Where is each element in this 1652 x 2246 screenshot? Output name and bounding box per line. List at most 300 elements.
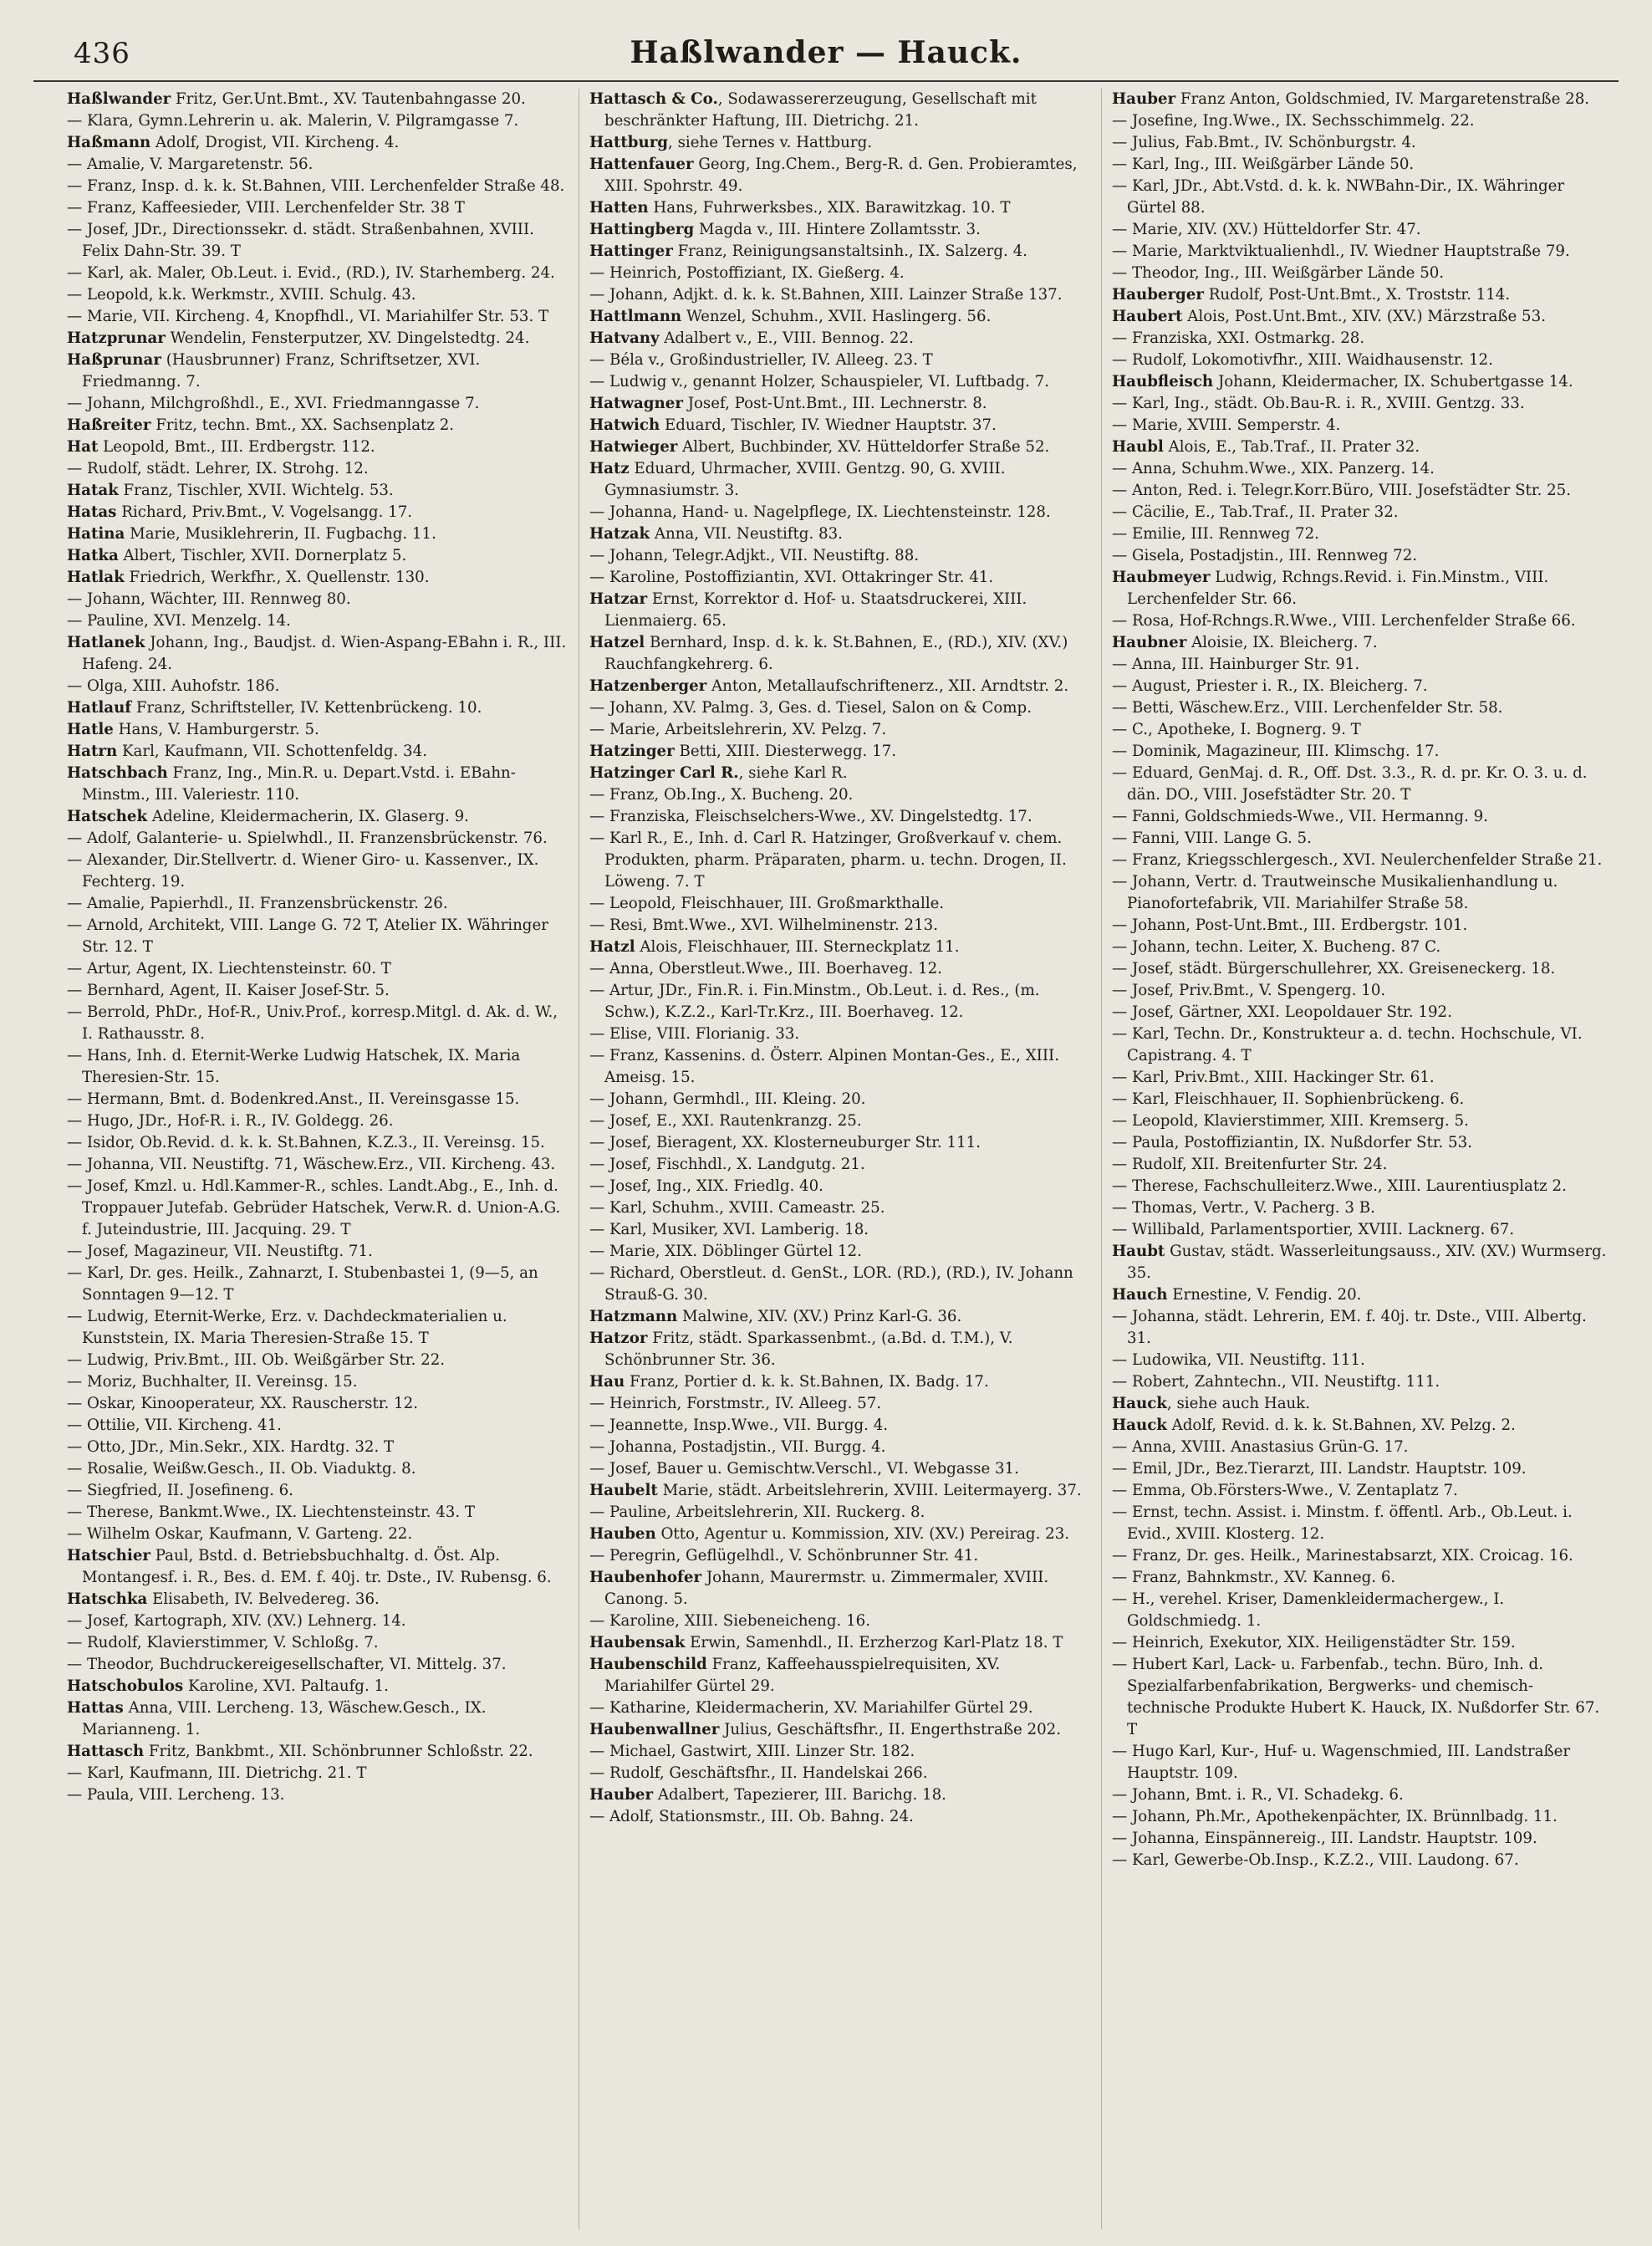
entry-text: — Paula, VIII. Lercheng. 13. xyxy=(67,1786,285,1804)
directory-entry xyxy=(67,763,567,806)
entry-text: — Amalie, V. Margaretenstr. 56. xyxy=(67,156,314,173)
entry-text: — Franz, Ob.Ing., X. Bucheng. 20. xyxy=(589,786,854,804)
entry-text: Adolf, Revid. d. k. k. St.Bahnen, XV. Pelzg. 2. xyxy=(1166,1417,1516,1434)
entry-text: — Rudolf, städt. Lehrer, IX. Strohg. 12. xyxy=(67,460,369,477)
entry-text: Richard, Priv.Bmt., V. Vogelsangg. 17. xyxy=(116,503,413,521)
directory-entry xyxy=(1112,1350,1612,1371)
entry-text: — Berrold, PhDr., Hof-R., Univ.Prof., korresp.Mitgl. d. Ak. d. W., I. Rathausstr. 8. xyxy=(67,1003,558,1043)
entry-text: — Karl, Ing., städt. Ob.Bau-R. i. R., XVIII. Gentzg. 33. xyxy=(1112,395,1525,412)
directory-entry xyxy=(67,132,567,154)
entry-text: Franz, Tischler, XVII. Wichtelg. 53. xyxy=(118,482,394,499)
entry-text: — Karl, Gewerbe-Ob.Insp., K.Z.2., VIII. Laudong. 67. xyxy=(1112,1851,1519,1869)
entry-surname: Haßprunar xyxy=(67,351,161,369)
directory-entry xyxy=(589,1132,1089,1154)
entry-surname: Haubensak xyxy=(589,1634,686,1651)
entry-surname: Hattlmann xyxy=(589,308,682,325)
entry-text: — Ludwig v., genannt Holzer, Schauspieler, VI. Luftbadg. 7. xyxy=(589,373,1050,390)
entry-text: — Emilie, III. Rennweg 72. xyxy=(1112,525,1319,543)
directory-entry xyxy=(67,1263,567,1306)
directory-entry xyxy=(1112,1806,1612,1828)
entry-surname: Hatten xyxy=(589,199,649,217)
directory-entry xyxy=(1112,371,1612,393)
directory-entry xyxy=(589,1524,1089,1545)
directory-entry xyxy=(589,1371,1089,1393)
directory-entry xyxy=(589,1263,1089,1306)
entry-surname: Hauberger xyxy=(1112,286,1204,304)
entry-text: — Josef, Priv.Bmt., V. Spengerg. 10. xyxy=(1112,982,1386,999)
entry-text: Marie, städt. Arbeitslehrerin, XVIII. Leitermayerg. 37. xyxy=(657,1482,1082,1499)
directory-entry xyxy=(589,502,1089,523)
entry-surname: Hatzprunar xyxy=(67,329,166,347)
entry-text: Alois, Post.Unt.Bmt., XIV. (XV.) Märzstraße 53. xyxy=(1182,308,1546,325)
directory-entry xyxy=(1112,176,1612,219)
entry-text: Eduard, Uhrmacher, XVIII. Gentzg. 90, G. XVIII. Gymnasiumstr. 3. xyxy=(604,460,1006,499)
directory-entry xyxy=(1112,1458,1612,1480)
directory-entry xyxy=(1112,1241,1612,1284)
directory-columns xyxy=(33,89,1619,2229)
directory-entry xyxy=(1112,1393,1612,1415)
entry-text: — Olga, XIII. Auhofstr. 186. xyxy=(67,677,280,695)
directory-entry xyxy=(1112,654,1612,676)
entry-surname: Hatschbach xyxy=(67,764,168,782)
directory-entry xyxy=(1112,610,1612,632)
running-title: Haßlwander — Hauck. xyxy=(630,35,1022,70)
directory-entry xyxy=(1112,263,1612,284)
entry-surname: Hauck xyxy=(1112,1395,1167,1412)
directory-entry xyxy=(589,697,1089,719)
directory-entry xyxy=(67,1458,567,1480)
directory-entry xyxy=(589,1306,1089,1328)
page-number: 436 xyxy=(74,37,130,70)
entry-text: — Leopold, k.k. Werkmstr., XVIII. Schulg. 43. xyxy=(67,286,416,304)
directory-entry xyxy=(67,197,567,219)
directory-entry xyxy=(67,1610,567,1632)
directory-entry xyxy=(1112,1545,1612,1567)
entry-text: — Ludwig, Eternit-Werke, Erz. v. Dachdeckmaterialien u. Kunststein, IX. Maria Theresien-Straße 15. T xyxy=(67,1308,507,1347)
directory-entry xyxy=(589,89,1089,132)
directory-entry xyxy=(589,1806,1089,1828)
directory-entry xyxy=(1112,1197,1612,1219)
entry-text: Aloisie, IX. Bleicherg. 7. xyxy=(1186,634,1378,651)
entry-text: Albert, Tischler, XVII. Dornerplatz 5. xyxy=(118,547,407,564)
entry-text: — Johanna, städt. Lehrerin, EM. f. 40j. tr. Dste., VIII. Albertg. 31. xyxy=(1112,1308,1587,1347)
directory-entry xyxy=(67,1132,567,1154)
entry-text: — Fanni, VIII. Lange G. 5. xyxy=(1112,829,1312,847)
entry-text: Otto, Agentur u. Kommission, XIV. (XV.) Pereirag. 23. xyxy=(655,1525,1070,1543)
entry-surname: Hauber xyxy=(1112,90,1176,108)
directory-entry xyxy=(589,567,1089,589)
directory-entry xyxy=(589,1023,1089,1045)
entry-text: — Josef, Kmzl. u. Hdl.Kammer-R., schles. Landt.Abg., E., Inh. d. Troppauer Jutefab. Gebrüder Hatschek, Verw.R. d. Union-A.G. f. Juteindustrie, III. Jacquing. 29. T xyxy=(67,1177,561,1238)
directory-entry xyxy=(1112,284,1612,306)
entry-text: , Sodawassererzeugung, Gesellschaft mit beschränkter Haftung, III. Dietrichg. 21. xyxy=(604,90,1037,130)
entry-text: — Eduard, GenMaj. d. R., Off. Dst. 3.3., R. d. pr. Kr. O. 3. u. d. dän. DO., VIII. Josefstädter Str. 20. T xyxy=(1112,764,1588,804)
directory-entry xyxy=(1112,1415,1612,1437)
directory-entry xyxy=(1112,1219,1612,1241)
entry-surname: Hatz xyxy=(589,460,630,477)
directory-entry xyxy=(1112,1632,1612,1654)
entry-text: — Johann, Wächter, III. Rennweg 80. xyxy=(67,590,351,608)
directory-entry xyxy=(589,284,1089,306)
directory-entry xyxy=(1112,1132,1612,1154)
directory-entry xyxy=(589,1110,1089,1132)
entry-text: Karl, Kaufmann, VII. Schottenfeldg. 34. xyxy=(117,743,427,760)
entry-text: — Amalie, Papierhdl., II. Franzensbrückenstr. 26. xyxy=(67,895,448,912)
entry-text: — Johanna, Einspännereig., III. Landstr. Hauptstr. 109. xyxy=(1112,1830,1537,1847)
entry-text: — Marie, Arbeitslehrerin, XV. Pelzg. 7. xyxy=(589,721,887,738)
entry-text: — Gisela, Postadjstin., III. Rennweg 72. xyxy=(1112,547,1418,564)
entry-text: — Theodor, Buchdruckereigesellschafter, VI. Mittelg. 37. xyxy=(67,1656,507,1673)
entry-text: — Peregrin, Geflügelhdl., V. Schönbrunner Str. 41. xyxy=(589,1547,979,1565)
entry-text: Ernestine, V. Fendig. 20. xyxy=(1167,1286,1362,1304)
directory-entry xyxy=(589,523,1089,545)
entry-text: — Karl, Dr. ges. Heilk., Zahnarzt, I. Stubenbastei 1, (9—5, an Sonntagen 9—12. T xyxy=(67,1264,538,1304)
entry-text: — Resi, Bmt.Wwe., XVI. Wilhelminenstr. 213. xyxy=(589,916,938,934)
directory-entry xyxy=(589,676,1089,697)
entry-text: Albert, Buchbinder, XV. Hütteldorfer Straße 52. xyxy=(677,438,1050,456)
entry-text: — Josef, Bauer u. Gemischtw.Verschl., VI. Webgasse 31. xyxy=(589,1460,1019,1478)
entry-surname: Hatschobulos xyxy=(67,1677,184,1695)
directory-entry xyxy=(1112,1023,1612,1067)
entry-text: Karoline, XVI. Paltaufg. 1. xyxy=(183,1677,389,1695)
entry-text: Fritz, Ger.Unt.Bmt., XV. Tautenbahngasse 20. xyxy=(171,90,526,108)
entry-text: — Heinrich, Forstmstr., IV. Alleeg. 57. xyxy=(589,1395,882,1412)
directory-entry xyxy=(1112,871,1612,915)
entry-surname: Hatschier xyxy=(67,1547,150,1565)
directory-entry xyxy=(67,719,567,741)
directory-entry xyxy=(67,1110,567,1132)
entry-text: — Artur, Agent, IX. Liechtensteinstr. 60. T xyxy=(67,960,391,978)
entry-text: Magda v., III. Hintere Zollamtsstr. 3. xyxy=(694,221,981,238)
directory-entry xyxy=(1112,763,1612,806)
entry-surname: Hattenfauer xyxy=(589,156,694,173)
entry-text: — Dominik, Magazineur, III. Klimschg. 17. xyxy=(1112,743,1440,760)
directory-entry xyxy=(589,219,1089,241)
directory-entry xyxy=(67,1480,567,1502)
directory-entry xyxy=(67,1241,567,1263)
directory-entry xyxy=(67,1697,567,1741)
directory-entry xyxy=(1112,523,1612,545)
directory-entry xyxy=(589,893,1089,915)
entry-surname: Hauben xyxy=(589,1525,656,1543)
directory-entry xyxy=(589,1437,1089,1458)
entry-text: — Rudolf, Lokomotivfhr., XIII. Waidhausenstr. 12. xyxy=(1112,351,1493,369)
entry-text: — Hugo Karl, Kur-, Huf- u. Wagenschmied, III. Landstraßer Hauptstr. 109. xyxy=(1112,1743,1571,1782)
directory-entry xyxy=(1112,350,1612,371)
entry-surname: Haßmann xyxy=(67,134,151,151)
directory-entry xyxy=(589,958,1089,980)
directory-entry xyxy=(67,1350,567,1371)
directory-entry xyxy=(1112,241,1612,263)
directory-entry xyxy=(67,1632,567,1654)
entry-text: — Johann, Post-Unt.Bmt., III. Erdbergstr. 101. xyxy=(1112,916,1468,934)
directory-entry xyxy=(589,980,1089,1023)
directory-entry xyxy=(1112,1850,1612,1871)
entry-surname: Hatzel xyxy=(589,634,645,651)
directory-entry xyxy=(1112,132,1612,154)
entry-text: Johann, Maurermstr. u. Zimmermaler, XVIII. Canong. 5. xyxy=(604,1569,1049,1608)
entry-text: — Moriz, Buchhalter, II. Vereinsg. 15. xyxy=(67,1373,358,1391)
directory-entry xyxy=(67,306,567,328)
directory-entry xyxy=(589,1328,1089,1371)
entry-text: Alois, E., Tab.Traf., II. Prater 32. xyxy=(1163,438,1420,456)
entry-text: — Johanna, Postadjstin., VII. Burgg. 4. xyxy=(589,1438,886,1456)
directory-entry xyxy=(1112,828,1612,850)
entry-text: — Karl, Fleischhauer, II. Sophienbrückeng. 6. xyxy=(1112,1090,1465,1108)
directory-entry xyxy=(67,589,567,610)
entry-text: — Isidor, Ob.Revid. d. k. k. St.Bahnen, K.Z.3., II. Vereinsg. 15. xyxy=(67,1134,545,1151)
directory-entry xyxy=(589,328,1089,350)
directory-entry xyxy=(1112,480,1612,502)
entry-text: — Anna, Schuhm.Wwe., XIX. Panzerg. 14. xyxy=(1112,460,1435,477)
directory-entry xyxy=(1112,1002,1612,1023)
directory-entry xyxy=(589,263,1089,284)
entry-text: Franz, Portier d. k. k. St.Bahnen, IX. Badg. 17. xyxy=(625,1373,989,1391)
entry-text: — Johann, Ph.Mr., Apothekenpächter, IX. Brünnlbadg. 11. xyxy=(1112,1808,1558,1825)
entry-text: Paul, Bstd. d. Betriebsbuchhaltg. d. Öst. Alp. Montangesf. i. R., Bes. d. EM. f. 40j. tr. Dste., IV. Rubensg. 6. xyxy=(82,1547,552,1586)
entry-surname: Haubert xyxy=(1112,308,1183,325)
directory-entry xyxy=(589,632,1089,676)
directory-entry xyxy=(1112,980,1612,1002)
entry-text: — Rudolf, Klavierstimmer, V. Schloßg. 7. xyxy=(67,1634,379,1651)
entry-text: — Johann, XV. Palmg. 3, Ges. d. Tiesel, Salon on & Comp. xyxy=(589,699,1032,717)
column-3 xyxy=(1101,89,1612,2229)
entry-text: — Anna, XVIII. Anastasius Grün-G. 17. xyxy=(1112,1438,1409,1456)
directory-entry xyxy=(589,393,1089,415)
entry-surname: Hatas xyxy=(67,503,117,521)
directory-entry xyxy=(67,110,567,132)
entry-text: — Rudolf, XII. Breitenfurter Str. 24. xyxy=(1112,1156,1388,1173)
directory-entry xyxy=(67,632,567,676)
entry-text: — Heinrich, Postoffiziant, IX. Gießerg. 4. xyxy=(589,264,905,282)
entry-text: Adeline, Kleidermacherin, IX. Glaserg. 9. xyxy=(147,808,469,825)
column-1 xyxy=(67,89,567,2229)
entry-text: Malwine, XIV. (XV.) Prinz Karl-G. 36. xyxy=(677,1308,962,1325)
entry-surname: Hatina xyxy=(67,525,125,543)
entry-surname: Hatrn xyxy=(67,743,118,760)
entry-surname: Hattasch xyxy=(67,1743,145,1760)
entry-text: — Adolf, Stationsmstr., III. Ob. Bahng. 24. xyxy=(589,1808,914,1825)
entry-text: — Wilhelm Oskar, Kaufmann, V. Garteng. 22. xyxy=(67,1525,413,1543)
directory-entry xyxy=(67,1306,567,1350)
entry-surname: Haubelt xyxy=(589,1482,658,1499)
page-header xyxy=(33,33,1619,82)
entry-text: — Adolf, Galanterie- u. Spielwhdl., II. Franzensbrückenstr. 76. xyxy=(67,829,548,847)
entry-surname: Hauck xyxy=(1112,1417,1167,1434)
entry-text: Anna, VIII. Lercheng. 13, Wäschew.Gesch., IX. Marianneng. 1. xyxy=(82,1699,487,1738)
directory-entry xyxy=(67,893,567,915)
entry-surname: Hatwieger xyxy=(589,438,678,456)
entry-text: — Rosa, Hof-Rchngs.R.Wwe., VIII. Lerchenfelder Straße 66. xyxy=(1112,612,1576,630)
entry-text: — Karoline, Postoffiziantin, XVI. Ottakringer Str. 41. xyxy=(589,569,994,586)
entry-text: — Leopold, Klavierstimmer, XIII. Kremserg. 5. xyxy=(1112,1112,1469,1130)
entry-surname: Hatwagner xyxy=(589,395,683,412)
directory-entry xyxy=(1112,850,1612,871)
directory-entry xyxy=(589,1045,1089,1089)
entry-text: — Josef, Bieragent, XX. Klosterneuburger Str. 111. xyxy=(589,1134,981,1151)
entry-text: , siehe Ternes v. Hattburg. xyxy=(668,134,872,151)
entry-text: — Katharine, Kleidermacherin, XV. Mariahilfer Gürtel 29. xyxy=(589,1699,1033,1717)
entry-text: Leopold, Bmt., III. Erdbergstr. 112. xyxy=(98,438,375,456)
entry-surname: Haubmeyer xyxy=(1112,569,1211,586)
entry-text: — Ottilie, VII. Kircheng. 41. xyxy=(67,1417,282,1434)
entry-text: — Josefine, Ing.Wwe., IX. Sechsschimmelg. 22. xyxy=(1112,112,1475,130)
directory-entry xyxy=(67,176,567,197)
entry-text: Adalbert, Tapezierer, III. Barichg. 18. xyxy=(653,1786,946,1804)
directory-entry xyxy=(1112,110,1612,132)
directory-entry xyxy=(589,1763,1089,1784)
directory-entry xyxy=(1112,1089,1612,1110)
directory-entry xyxy=(589,241,1089,263)
entry-text: — Cäcilie, E., Tab.Traf., II. Prater 32. xyxy=(1112,503,1399,521)
entry-text: — Karl, JDr., Abt.Vstd. d. k. k. NWBahn-Dir., IX. Währinger Gürtel 88. xyxy=(1112,177,1565,217)
entry-text: — Johann, Vertr. d. Trautweinsche Musikalienhandlung u. Pianofortefabrik, VII. Mariahilfer Straße 58. xyxy=(1112,873,1558,912)
entry-text: Ernst, Korrektor d. Hof- u. Staatsdruckerei, XIII. Lienmaierg. 65. xyxy=(604,590,1027,630)
directory-entry xyxy=(589,1610,1089,1632)
entry-text: Adalbert v., E., VIII. Bennog. 22. xyxy=(659,329,914,347)
directory-entry xyxy=(589,1697,1089,1719)
entry-text: — Paula, Postoffiziantin, IX. Nußdorfer Str. 53. xyxy=(1112,1134,1472,1151)
directory-entry xyxy=(589,741,1089,763)
directory-entry xyxy=(589,719,1089,741)
directory-entry xyxy=(67,523,567,545)
directory-entry xyxy=(1112,719,1612,741)
entry-text: — Josef, JDr., Directionssekr. d. städt. Straßenbahnen, XVIII. Felix Dahn-Str. 39. T xyxy=(67,221,534,260)
directory-entry xyxy=(1112,958,1612,980)
entry-text: (Hausbrunner) Franz, Schriftsetzer, XVI. Friedmanng. 7. xyxy=(82,351,481,390)
entry-surname: Hattas xyxy=(67,1699,124,1717)
entry-text: Alois, Fleischhauer, III. Sterneckplatz 11. xyxy=(635,938,960,956)
directory-entry xyxy=(67,806,567,828)
entry-surname: Hattburg xyxy=(589,134,669,151)
entry-surname: Hat xyxy=(67,438,99,456)
directory-entry xyxy=(67,1545,567,1589)
entry-text: — Robert, Zahntechn., VII. Neustiftg. 111. xyxy=(1112,1373,1440,1391)
entry-text: — Artur, JDr., Fin.R. i. Fin.Minstm., Ob.Leut. i. d. Res., (m. Schw.), K.Z.2., Karl-Tr.Krz., III. Boerhaveg. 12. xyxy=(589,982,1040,1021)
entry-text: — Josef, Kartograph, XIV. (XV.) Lehnerg. 14. xyxy=(67,1612,406,1630)
entry-surname: Hatzl xyxy=(589,938,635,956)
entry-text: — Josef, Fischhdl., X. Landgutg. 21. xyxy=(589,1156,865,1173)
directory-entry xyxy=(1112,1502,1612,1545)
directory-entry xyxy=(589,763,1089,784)
directory-entry xyxy=(1112,1828,1612,1850)
entry-text: — Anton, Red. i. Telegr.Korr.Büro, VIII. Josefstädter Str. 25. xyxy=(1112,482,1572,499)
directory-entry xyxy=(589,1480,1089,1502)
entry-text: — Theodor, Ing., III. Weißgärber Lände 50. xyxy=(1112,264,1445,282)
entry-text: — Therese, Fachschulleiterz.Wwe., XIII. Laurentiusplatz 2. xyxy=(1112,1177,1567,1195)
entry-text: — Bernhard, Agent, II. Kaiser Josef-Str. 5. xyxy=(67,982,390,999)
directory-entry xyxy=(67,1154,567,1176)
directory-entry xyxy=(1112,1306,1612,1350)
entry-text: — Franz, Bahnkmstr., XV. Kanneg. 6. xyxy=(1112,1569,1396,1586)
directory-entry xyxy=(1112,415,1612,436)
entry-text: — Emma, Ob.Försters-Wwe., V. Zentaplatz 7. xyxy=(1112,1482,1458,1499)
entry-text: — Otto, JDr., Min.Sekr., XIX. Hardtg. 32. T xyxy=(67,1438,395,1456)
directory-entry xyxy=(589,784,1089,806)
entry-text: Johann, Kleidermacher, IX. Schubertgasse 14. xyxy=(1213,373,1573,390)
entry-text: — Johanna, Hand- u. Nagelpflege, IX. Liechtensteinstr. 128. xyxy=(589,503,1051,521)
directory-entry xyxy=(1112,1589,1612,1632)
entry-text: — Marie, XVIII. Semperstr. 4. xyxy=(1112,416,1341,434)
entry-surname: Haßlwander xyxy=(67,90,171,108)
entry-text: Franz, Reinigungsanstaltsinh., IX. Salzerg. 4. xyxy=(672,242,1027,260)
entry-surname: Hatlanek xyxy=(67,634,145,651)
directory-entry xyxy=(1112,697,1612,719)
entry-text: — Johann, Bmt. i. R., VI. Schadekg. 6. xyxy=(1112,1786,1404,1804)
directory-entry xyxy=(589,154,1089,197)
entry-text: — Johann, Milchgroßhdl., E., XVI. Friedmanngasse 7. xyxy=(67,395,480,412)
directory-entry xyxy=(67,458,567,480)
entry-text: , siehe auch Hauk. xyxy=(1166,1395,1311,1412)
entry-text: — Josef, Gärtner, XXI. Leopoldauer Str. 192. xyxy=(1112,1003,1452,1021)
directory-entry xyxy=(1112,545,1612,567)
directory-entry xyxy=(67,284,567,306)
directory-entry xyxy=(1112,1437,1612,1458)
directory-entry xyxy=(67,1176,567,1241)
entry-surname: Hattingberg xyxy=(589,221,695,238)
entry-text: — Rudolf, Geschäftsfhr., II. Handelskai 266. xyxy=(589,1764,928,1782)
entry-text: Elisabeth, IV. Belvedereg. 36. xyxy=(147,1590,380,1608)
entry-text: Wendelin, Fensterputzer, XV. Dingelstedtg. 24. xyxy=(165,329,530,347)
directory-entry xyxy=(589,1393,1089,1415)
directory-entry xyxy=(67,697,567,719)
directory-entry xyxy=(589,1719,1089,1741)
entry-surname: Haubfleisch xyxy=(1112,373,1214,390)
directory-entry xyxy=(1112,915,1612,937)
directory-entry xyxy=(1112,741,1612,763)
directory-entry xyxy=(1112,328,1612,350)
entry-text: Georg, Ing.Chem., Berg-R. d. Gen. Probieramtes, XIII. Spohrstr. 49. xyxy=(604,156,1078,195)
directory-entry xyxy=(67,1784,567,1806)
directory-entry xyxy=(589,589,1089,632)
directory-entry xyxy=(589,1241,1089,1263)
entry-text: — C., Apotheke, I. Bognerg. 9. T xyxy=(1112,721,1361,738)
entry-surname: Haubt xyxy=(1112,1243,1165,1260)
directory-entry xyxy=(1112,567,1612,610)
directory-entry xyxy=(589,545,1089,567)
directory-entry xyxy=(67,393,567,415)
directory-entry xyxy=(67,610,567,632)
entry-text: — Therese, Bankmt.Wwe., IX. Liechtensteinstr. 43. T xyxy=(67,1503,476,1521)
directory-entry xyxy=(589,458,1089,502)
entry-surname: Hatzinger Carl R. xyxy=(589,764,739,782)
directory-entry xyxy=(589,1458,1089,1480)
entry-surname: Haßreiter xyxy=(67,416,151,434)
column-2 xyxy=(579,89,1089,2229)
entry-text: — Leopold, Fleischhauer, III. Großmarkthalle. xyxy=(589,895,945,912)
directory-entry xyxy=(589,1197,1089,1219)
entry-text: Fritz, techn. Bmt., XX. Sachsenplatz 2. xyxy=(150,416,455,434)
directory-entry xyxy=(589,1545,1089,1567)
entry-text: Hans, Fuhrwerksbes., XIX. Barawitzkag. 10. T xyxy=(648,199,1011,217)
entry-text: Josef, Post-Unt.Bmt., III. Lechnerstr. 8. xyxy=(682,395,987,412)
entry-surname: Haubenhofer xyxy=(589,1569,702,1586)
entry-text: — Franz, Kaffeesieder, VIII. Lerchenfelder Str. 38 T xyxy=(67,199,465,217)
entry-text: — Pauline, XVI. Menzelg. 14. xyxy=(67,612,291,630)
entry-surname: Hatlak xyxy=(67,569,125,586)
entry-text: — Karl, Musiker, XVI. Lamberig. 18. xyxy=(589,1221,869,1238)
directory-entry xyxy=(67,1524,567,1545)
directory-entry xyxy=(67,850,567,893)
directory-entry xyxy=(589,937,1089,958)
entry-text: — Marie, VII. Kircheng. 4, Knopfhdl., VI. Mariahilfer Str. 53. T xyxy=(67,308,549,325)
entry-text: — Anna, Oberstleut.Wwe., III. Boerhaveg. 12. xyxy=(589,960,942,978)
directory-entry xyxy=(67,741,567,763)
directory-entry xyxy=(589,1415,1089,1437)
directory-entry xyxy=(589,1176,1089,1197)
entry-text: — Klara, Gymn.Lehrerin u. ak. Malerin, V. Pilgramgasse 7. xyxy=(67,112,519,130)
entry-surname: Hatle xyxy=(67,721,114,738)
